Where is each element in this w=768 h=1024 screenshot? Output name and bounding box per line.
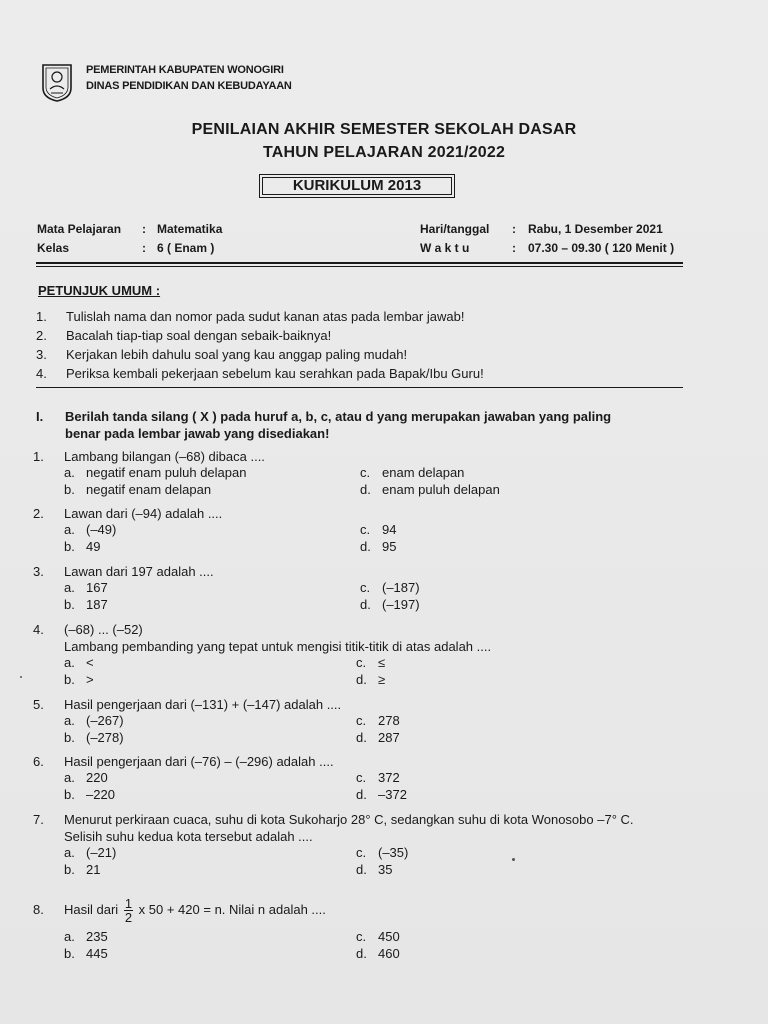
question-stem: Hasil dari $\frac{1}{2}$ x 50 + 420 = n. Nilai n adalah ....	[64, 896, 326, 926]
separator: :	[512, 222, 516, 236]
scan-speck	[20, 676, 22, 678]
separator: :	[142, 222, 146, 236]
fraction	[124, 897, 133, 924]
exam-title: PENILAIAN AKHIR SEMESTER SEKOLAH DASAR	[191, 121, 577, 138]
separator: :	[512, 241, 516, 255]
academic-year: TAHUN PELAJARAN 2021/2022	[262, 144, 506, 161]
section-instruction-line-1: Berilah tanda silang ( X ) pada huruf a, b, c, atau d yang merupakan jawaban yang paling	[65, 409, 612, 424]
question-stem: Menurut perkiraan cuaca, suhu di kota Sukoharjo 28° C, sedangkan suhu di kota Wonosobo –7° C.	[64, 812, 634, 827]
question-stem: Hasil pengerjaan dari (–76) – (–296) adalah ....	[64, 754, 334, 769]
date-label: Hari/tanggal	[420, 222, 490, 236]
question-stem: Lawan dari 197 adalah ....	[64, 564, 214, 579]
divider-line	[36, 262, 683, 264]
section-instruction-line-2: benar pada lembar jawab yang disediakan!	[65, 426, 330, 441]
question-stem: Lambang bilangan (–68) dibaca ....	[64, 449, 265, 464]
subject-label: Mata Pelajaran	[37, 222, 122, 236]
question-stem: (–68) ... (–52)	[64, 622, 143, 637]
date-value: Rabu, 1 Desember 2021	[528, 222, 663, 236]
institution-line-1: PEMERINTAH KABUPATEN WONOGIRI	[86, 64, 284, 76]
curriculum-box: KURIKULUM 2013	[259, 174, 455, 198]
separator: :	[142, 241, 146, 255]
institution-line-2: DINAS PENDIDIKAN DAN KEBUDAYAAN	[86, 80, 292, 92]
divider-line	[36, 387, 683, 388]
question-stem: Lambang pembanding yang tepat untuk mengisi titik-titik di atas adalah ....	[64, 639, 492, 654]
subject-value: Matematika	[157, 222, 223, 236]
exam-page: PEMERINTAH KABUPATEN WONOGIRI DINAS PENDIDIKAN DAN KEBUDAYAAN PENILAIAN AKHIR SEMESTER SEKOLAH DASAR TAHUN PELAJARAN 2021/2022 KURIKULUM 2013 Mata Pelajaran : Matematika Kelas : 6 ( Enam ) Hari/tanggal : Rabu, 1 Desember 2021 W a k t u : 07.30 – 09.30 ( 120 Menit ) PETUNJUK UMUM : 1. Tulislah nama dan nomor pada sudut kanan atas pada lembar jawab! 2. Bacalah tiap-tiap soal dengan sebaik-baiknya! 3. Kerjakan lebih dahulu soal yang kau anggap paling mudah! 4. Periksa kembali pekerjaan sebelum kau serahkan pada Bapak/Ibu Guru! I. Berilah tanda silang ( X ) pada huruf a, b, c, atau d yang merupakan jawaban yang paling benar pada lembar jawab yang disediakan! 1. Lambang bilangan (–68) dibaca .... a. negatif enam puluh delapan b. negatif enam delapan c. enam delapan d. enam puluh delapan 2. Lawan dari (–94) adalah .... a. (–49) b. 49 c. 94 d. 95 3. Lawan dari 197 adalah .... a. 167 b. 187 c. (–187) d. (–197) 4. (–68) ... (–52) Lambang pembanding yang tepat untuk mengisi titik-titik di atas adalah .... a. < b. > c. ≤ d. ≥ 5. Hasil pengerjaan dari (–131) + (–147) adalah .... a. (–267) b. (–278) c. 278 d. 287 6. Hasil pengerjaan dari (–76) – (–296) adalah .... a. 220 b. –220 c. 372 d. –372 7. Menurut perkiraan cuaca, suhu di kota Sukoharjo 28° C, sedangkan suhu di kota Wonosobo –7° C. Selisih suhu kedua kota tersebut adalah .... a. (–21) b. 21 c. (–35) d. 35 8. Hasil dari $\frac{1}{2}$ x 50 + 420 = n. Nilai n adalah .... a. 235 b. 445 c. 450 d. 460	[0, 0, 768, 1024]
time-value: 07.30 – 09.30 ( 120 Menit )	[528, 241, 675, 255]
time-label: W a k t u	[420, 241, 470, 255]
scan-speck	[512, 858, 515, 861]
question-stem: Hasil pengerjaan dari (–131) + (–147) adalah ....	[64, 697, 342, 712]
class-value: 6 ( Enam )	[157, 241, 215, 255]
instructions-heading: PETUNJUK UMUM :	[38, 283, 161, 298]
institution-header	[86, 62, 292, 94]
divider-line	[36, 266, 683, 267]
fraction-denominator: 2	[124, 910, 133, 926]
question-stem: Selisih suhu kedua kota tersebut adalah ....	[64, 829, 313, 844]
class-label: Kelas	[37, 241, 70, 255]
regency-emblem-logo	[40, 62, 74, 102]
fraction-numerator: 1	[124, 896, 133, 912]
question-stem: Lawan dari (–94) adalah ....	[64, 506, 223, 521]
